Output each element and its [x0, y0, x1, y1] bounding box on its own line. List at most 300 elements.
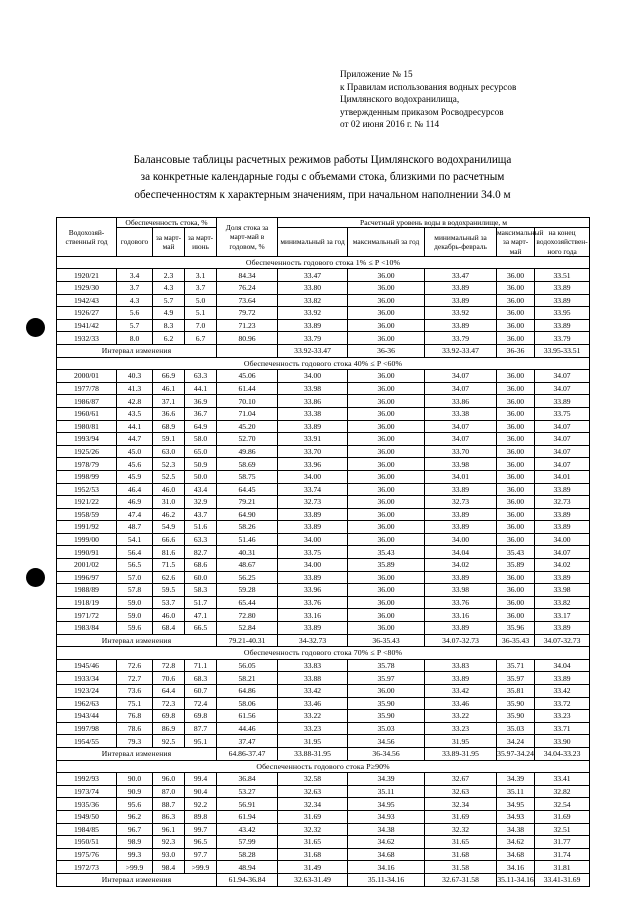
table-row	[57, 609, 590, 622]
cell-value: 48.7	[117, 521, 153, 534]
cell-value: 51.46	[217, 533, 278, 546]
cell-value: 5.7	[153, 294, 185, 307]
page-title-line-2: за конкретные календарные годы с объемами стока, близкими по расчетным	[140, 171, 505, 184]
cell-value: 33.76	[425, 596, 497, 609]
cell-value: 36.00	[348, 307, 425, 320]
cell-value: 33.89	[535, 571, 590, 584]
cell-value: 54.9	[153, 521, 185, 534]
cell-value: 34.07	[535, 546, 590, 559]
cell-year: 1991/92	[57, 521, 117, 534]
cell-value: 36.00	[497, 609, 535, 622]
cell-value: 45.9	[117, 470, 153, 483]
cell-value: 35.89	[497, 559, 535, 572]
cell-year: 1929/30	[57, 282, 117, 295]
cell-value: 32.63	[425, 785, 497, 798]
cell-value: 35.71	[497, 659, 535, 672]
cell-value: 33.79	[535, 332, 590, 345]
cell-value: 36.00	[348, 622, 425, 635]
cell-value: 33.95	[535, 307, 590, 320]
cell-value: 8.0	[117, 332, 153, 345]
cell-value: 58.21	[217, 672, 278, 685]
header-col-year: Водохозяй-ственный год	[57, 218, 117, 257]
cell-value: 33.89	[278, 571, 348, 584]
cell-year: 1977/78	[57, 382, 117, 395]
table-row	[57, 596, 590, 609]
cell-value: 34.00	[278, 370, 348, 383]
cell-value: 36.00	[497, 382, 535, 395]
cell-value: 36.00	[348, 483, 425, 496]
cell-value: 33.89	[425, 622, 497, 635]
cell-value: 70.6	[153, 672, 185, 685]
cell-value: 31.77	[535, 836, 590, 849]
cell-value: 35.43	[348, 546, 425, 559]
cell-value: 33.89	[535, 282, 590, 295]
cell-year: 1918/19	[57, 596, 117, 609]
cell-value: 72.6	[117, 659, 153, 672]
header-level-min-dec-feb: минимальный за декабрь-февраль	[425, 228, 497, 257]
cell-value: 92.5	[153, 735, 185, 748]
table-row	[57, 395, 590, 408]
cell-value: 59.1	[153, 433, 185, 446]
cell-value: 48.67	[217, 559, 278, 572]
cell-year: 1920/21	[57, 269, 117, 282]
cell-year: 1933/34	[57, 672, 117, 685]
header-line-reservoir: Цимлянского водохранилища,	[340, 94, 460, 105]
cell-value: 34.39	[348, 773, 425, 786]
cell-value: 92.2	[185, 798, 217, 811]
cell-value: 33.23	[278, 722, 348, 735]
cell-value: 33.72	[535, 697, 590, 710]
cell-value: 34.07	[535, 382, 590, 395]
cell-value: 35.90	[348, 710, 425, 723]
cell-year: 1945/46	[57, 659, 117, 672]
cell-year: 1962/63	[57, 697, 117, 710]
cell-value: 33.86	[425, 395, 497, 408]
header-group-level: Расчетный уровень воды в водохранилище, м	[278, 218, 590, 228]
binding-hole-mark-top	[26, 318, 45, 337]
cell-value: 36.6	[153, 407, 185, 420]
page-title-line-3: обеспеченностям к характерным значениям, при начальном наполнении 34.0 м	[134, 188, 511, 201]
cell-value: 51.7	[185, 596, 217, 609]
interval-row	[57, 344, 590, 357]
cell-value: 34.07	[425, 382, 497, 395]
table-row	[57, 307, 590, 320]
cell-value: 59.0	[117, 596, 153, 609]
cell-value: 36.00	[348, 445, 425, 458]
cell-value: 31.49	[278, 861, 348, 874]
cell-value: 33.80	[278, 282, 348, 295]
cell-year: 1993/94	[57, 433, 117, 446]
cell-value: 65.44	[217, 596, 278, 609]
cell-value: 58.3	[185, 584, 217, 597]
cell-value: 5.6	[117, 307, 153, 320]
cell-value: 33.75	[278, 546, 348, 559]
cell-value: 96.0	[153, 773, 185, 786]
cell-value: 64.4	[153, 685, 185, 698]
cell-value: 35.81	[497, 685, 535, 698]
cell-value: 68.6	[185, 559, 217, 572]
interval-cell: 33.95-33.51	[535, 344, 590, 357]
cell-value: 33.46	[278, 697, 348, 710]
cell-value: 46.0	[153, 609, 185, 622]
cell-value: 32.54	[535, 798, 590, 811]
cell-value: 36.00	[348, 571, 425, 584]
interval-cell: 34.07-32.73	[535, 634, 590, 647]
cell-value: 34.62	[497, 836, 535, 849]
cell-value: 34.95	[348, 798, 425, 811]
cell-value: 36.00	[497, 458, 535, 471]
cell-value: 53.27	[217, 785, 278, 798]
cell-value: 35.03	[497, 722, 535, 735]
table-row	[57, 407, 590, 420]
balance-table-container	[56, 217, 589, 887]
cell-value: 44.1	[185, 382, 217, 395]
cell-value: 69.8	[153, 710, 185, 723]
cell-value: 48.94	[217, 861, 278, 874]
cell-value: 36.00	[497, 571, 535, 584]
cell-value: 3.7	[117, 282, 153, 295]
cell-value: 32.73	[535, 496, 590, 509]
interval-cell: 32.67-31.58	[425, 873, 497, 886]
cell-value: 33.89	[535, 319, 590, 332]
cell-value: 96.2	[117, 810, 153, 823]
cell-value: 34.16	[497, 861, 535, 874]
cell-value: 33.89	[535, 508, 590, 521]
cell-value: 31.0	[153, 496, 185, 509]
cell-value: 36.00	[497, 307, 535, 320]
cell-value: 33.47	[278, 269, 348, 282]
cell-value: 79.3	[117, 735, 153, 748]
cell-year: 1941/42	[57, 319, 117, 332]
cell-value: 31.68	[278, 848, 348, 861]
cell-value: 33.92	[425, 307, 497, 320]
cell-value: 33.89	[425, 571, 497, 584]
cell-value: 75.1	[117, 697, 153, 710]
cell-value: 33.83	[278, 659, 348, 672]
cell-value: 95.6	[117, 798, 153, 811]
interval-cell	[217, 344, 278, 357]
cell-value: 87.7	[185, 722, 217, 735]
table-header	[57, 218, 590, 257]
cell-value: 66.6	[153, 533, 185, 546]
cell-value: 95.1	[185, 735, 217, 748]
cell-year: 1992/93	[57, 773, 117, 786]
cell-value: 36.00	[348, 458, 425, 471]
cell-year: 1999/00	[57, 533, 117, 546]
cell-value: 36.00	[497, 521, 535, 534]
cell-value: 56.5	[117, 559, 153, 572]
cell-value: 34.00	[535, 533, 590, 546]
table-row	[57, 445, 590, 458]
cell-value: 65.0	[185, 445, 217, 458]
cell-value: 34.38	[497, 823, 535, 836]
cell-value: 36.84	[217, 773, 278, 786]
cell-value: 34.02	[535, 559, 590, 572]
cell-value: 7.0	[185, 319, 217, 332]
cell-year: 1971/72	[57, 609, 117, 622]
cell-value: 36.00	[497, 420, 535, 433]
cell-value: 36.00	[348, 395, 425, 408]
cell-value: 32.32	[425, 823, 497, 836]
cell-value: 70.10	[217, 395, 278, 408]
cell-value: 31.65	[278, 836, 348, 849]
section-header-label: Обеспеченность годового стока 40% ≤ P <60%	[57, 357, 590, 370]
cell-value: 33.22	[425, 710, 497, 723]
cell-value: 86.9	[153, 722, 185, 735]
cell-value: 33.22	[278, 710, 348, 723]
cell-value: 36.7	[185, 407, 217, 420]
cell-value: 35.90	[497, 710, 535, 723]
cell-value: 33.92	[278, 307, 348, 320]
table-row	[57, 685, 590, 698]
cell-value: 47.4	[117, 508, 153, 521]
cell-value: 49.86	[217, 445, 278, 458]
cell-year: 1990/91	[57, 546, 117, 559]
interval-cell: 34.04-33.23	[535, 747, 590, 760]
table-row	[57, 861, 590, 874]
cell-value: 32.51	[535, 823, 590, 836]
cell-value: 33.51	[535, 269, 590, 282]
cell-value: 36.00	[348, 508, 425, 521]
interval-row	[57, 873, 590, 886]
cell-value: 33.89	[278, 319, 348, 332]
cell-value: 69.8	[185, 710, 217, 723]
cell-value: 68.9	[153, 420, 185, 433]
cell-value: 35.78	[348, 659, 425, 672]
header-supply-annual: годового	[117, 228, 153, 257]
cell-value: 57.8	[117, 584, 153, 597]
cell-value: 46.0	[153, 483, 185, 496]
cell-value: 58.69	[217, 458, 278, 471]
table-row	[57, 710, 590, 723]
cell-value: 76.8	[117, 710, 153, 723]
interval-row-label: Интервал изменения	[57, 634, 217, 647]
cell-value: 36.00	[497, 596, 535, 609]
cell-value: 35.11	[497, 785, 535, 798]
cell-value: 61.56	[217, 710, 278, 723]
cell-value: 80.96	[217, 332, 278, 345]
cell-value: 35.96	[497, 622, 535, 635]
interval-row	[57, 634, 590, 647]
table-row	[57, 559, 590, 572]
cell-value: 34.01	[535, 470, 590, 483]
interval-cell: 36-35.43	[497, 634, 535, 647]
cell-value: 34.62	[348, 836, 425, 849]
cell-value: 33.42	[535, 685, 590, 698]
cell-value: 33.42	[425, 685, 497, 698]
cell-value: 52.70	[217, 433, 278, 446]
cell-value: 34.07	[425, 420, 497, 433]
table-row	[57, 622, 590, 635]
cell-value: 33.38	[425, 407, 497, 420]
table-row	[57, 722, 590, 735]
cell-value: 32.9	[185, 496, 217, 509]
cell-value: 90.9	[117, 785, 153, 798]
cell-value: 36.00	[497, 282, 535, 295]
cell-value: 34.02	[425, 559, 497, 572]
cell-value: 50.9	[185, 458, 217, 471]
header-line-appendix: Приложение № 15	[340, 69, 413, 79]
cell-value: 36.00	[497, 319, 535, 332]
section-header-label: Обеспеченность годового стока 1% ≤ P <10%	[57, 256, 590, 269]
cell-value: 36.00	[348, 609, 425, 622]
header-level-end-year: на конец водохозяйствен-ного года	[536, 228, 588, 256]
cell-value: 73.64	[217, 294, 278, 307]
interval-cell: 64.86-37.47	[217, 747, 278, 760]
cell-value: 34.24	[497, 735, 535, 748]
table-row	[57, 571, 590, 584]
cell-value: 33.98	[425, 458, 497, 471]
table-body	[57, 256, 590, 886]
header-level-min-year: минимальный за год	[278, 228, 348, 257]
table-row	[57, 848, 590, 861]
cell-value: 3.1	[185, 269, 217, 282]
cell-value: 35.97	[348, 672, 425, 685]
cell-value: 34.07	[535, 433, 590, 446]
cell-year: 2000/01	[57, 370, 117, 383]
section-header-row	[57, 256, 590, 269]
header-group-supply: Обеспеченность стока, %	[117, 218, 217, 228]
cell-year: 1980/81	[57, 420, 117, 433]
cell-year: 1923/24	[57, 685, 117, 698]
section-header-row	[57, 357, 590, 370]
cell-value: 44.1	[117, 420, 153, 433]
cell-value: 33.96	[278, 584, 348, 597]
cell-value: 98.9	[117, 836, 153, 849]
cell-value: 36.9	[185, 395, 217, 408]
cell-value: 36.00	[348, 584, 425, 597]
cell-value: 84.34	[217, 269, 278, 282]
cell-value: 5.0	[185, 294, 217, 307]
cell-year: 1925/26	[57, 445, 117, 458]
interval-cell: 35.11-34.16	[348, 873, 425, 886]
cell-value: 34.93	[348, 810, 425, 823]
cell-value: 37.1	[153, 395, 185, 408]
header-line-rules: к Правилам использования водных ресурсов	[340, 81, 517, 92]
cell-value: 64.86	[217, 685, 278, 698]
cell-value: 36.00	[348, 382, 425, 395]
cell-value: 73.6	[117, 685, 153, 698]
interval-row-label: Интервал изменения	[57, 344, 217, 357]
cell-value: 32.67	[425, 773, 497, 786]
cell-value: 79.72	[217, 307, 278, 320]
cell-value: 2.3	[153, 269, 185, 282]
cell-value: 46.9	[117, 496, 153, 509]
table-row	[57, 836, 590, 849]
cell-year: 2001/02	[57, 559, 117, 572]
cell-value: 35.97	[497, 672, 535, 685]
cell-value: 36.00	[497, 370, 535, 383]
cell-year: 1997/98	[57, 722, 117, 735]
cell-value: 71.23	[217, 319, 278, 332]
cell-value: 97.7	[185, 848, 217, 861]
cell-value: 79.21	[217, 496, 278, 509]
cell-value: 64.45	[217, 483, 278, 496]
cell-value: 33.38	[278, 407, 348, 420]
table-row	[57, 420, 590, 433]
section-header-row	[57, 647, 590, 660]
cell-value: 54.1	[117, 533, 153, 546]
interval-cell: 79.21-40.31	[217, 634, 278, 647]
interval-cell: 36-36	[497, 344, 535, 357]
cell-value: 36.00	[497, 445, 535, 458]
cell-value: 36.00	[497, 332, 535, 345]
cell-value: 36.00	[497, 470, 535, 483]
cell-value: 36.00	[348, 294, 425, 307]
cell-value: 8.3	[153, 319, 185, 332]
table-row	[57, 508, 590, 521]
header-row-2	[57, 228, 590, 257]
cell-value: 41.3	[117, 382, 153, 395]
cell-value: 31.69	[425, 810, 497, 823]
table-row	[57, 823, 590, 836]
cell-value: 34.07	[535, 445, 590, 458]
cell-value: 52.5	[153, 470, 185, 483]
table-row	[57, 810, 590, 823]
cell-value: 33.98	[425, 584, 497, 597]
cell-value: 93.0	[153, 848, 185, 861]
cell-value: 34.07	[425, 370, 497, 383]
cell-value: 59.28	[217, 584, 278, 597]
cell-value: 31.95	[278, 735, 348, 748]
cell-value: >99.9	[117, 861, 153, 874]
cell-value: 58.75	[217, 470, 278, 483]
cell-value: 63.3	[185, 533, 217, 546]
section-header-row	[57, 760, 590, 773]
cell-value: 35.43	[497, 546, 535, 559]
cell-value: 33.46	[425, 697, 497, 710]
cell-value: 33.76	[278, 596, 348, 609]
cell-value: 58.28	[217, 848, 278, 861]
table-row	[57, 546, 590, 559]
cell-value: 53.7	[153, 596, 185, 609]
cell-value: 56.91	[217, 798, 278, 811]
cell-value: 64.90	[217, 508, 278, 521]
cell-value: 6.7	[185, 332, 217, 345]
cell-value: 36.00	[348, 370, 425, 383]
cell-value: 34.00	[278, 470, 348, 483]
cell-value: 36.00	[348, 407, 425, 420]
cell-value: 34.68	[497, 848, 535, 861]
cell-year: 1984/85	[57, 823, 117, 836]
binding-hole-mark-bottom	[26, 568, 45, 587]
cell-value: 33.89	[278, 622, 348, 635]
cell-value: 96.7	[117, 823, 153, 836]
cell-value: 36.00	[497, 483, 535, 496]
cell-value: 33.89	[535, 395, 590, 408]
table-row	[57, 433, 590, 446]
cell-value: 31.58	[425, 861, 497, 874]
cell-year: 1996/97	[57, 571, 117, 584]
cell-value: 36.00	[497, 433, 535, 446]
cell-value: 36.00	[348, 596, 425, 609]
table-row	[57, 697, 590, 710]
cell-value: 96.5	[185, 836, 217, 849]
cell-value: 33.89	[535, 483, 590, 496]
cell-value: 33.23	[425, 722, 497, 735]
cell-value: 37.47	[217, 735, 278, 748]
cell-year: 1921/22	[57, 496, 117, 509]
cell-value: 32.63	[278, 785, 348, 798]
cell-year: 1942/43	[57, 294, 117, 307]
table-row	[57, 458, 590, 471]
cell-value: 33.23	[535, 710, 590, 723]
header-col-share: Доля стока за март-май в годовом, %	[217, 218, 278, 257]
cell-value: 32.82	[535, 785, 590, 798]
table-row	[57, 332, 590, 345]
cell-year: 1935/36	[57, 798, 117, 811]
table-row	[57, 269, 590, 282]
